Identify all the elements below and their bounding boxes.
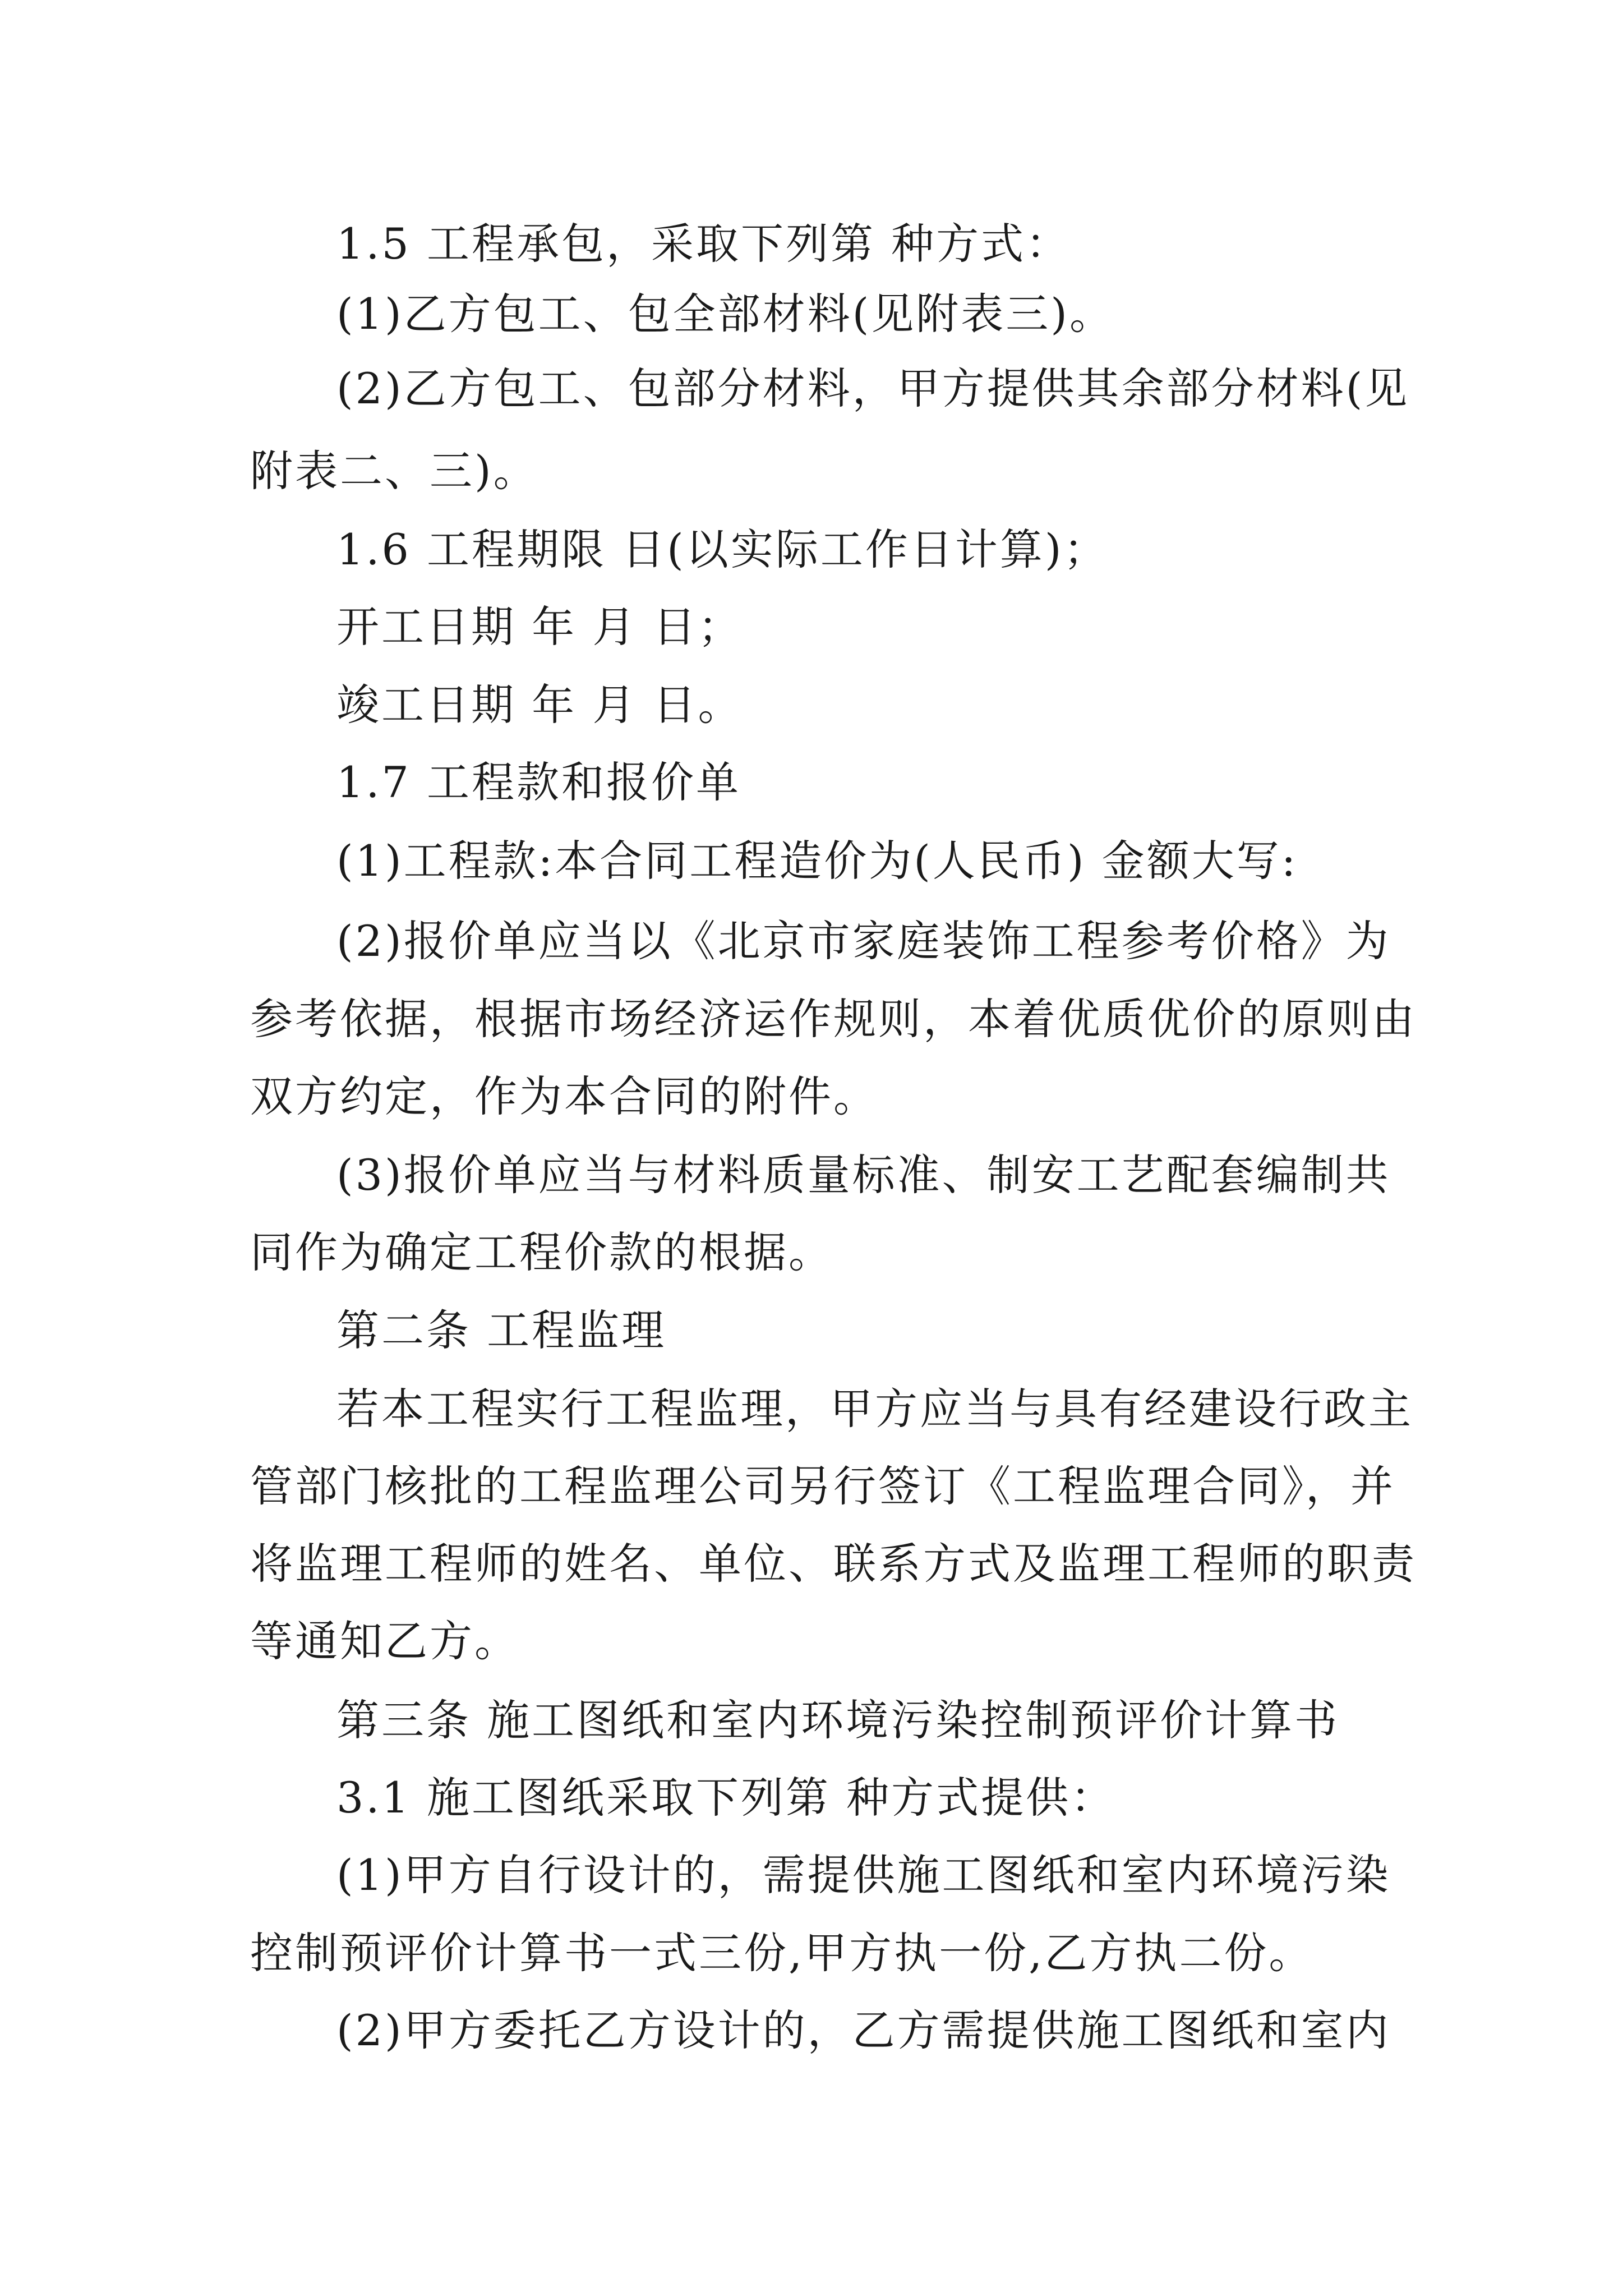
start-date-line: 开工日期 年 月 日； xyxy=(336,602,743,652)
article-2-heading: 第二条 工程监理 xyxy=(336,1305,667,1355)
completion-date-line: 竣工日期 年 月 日。 xyxy=(336,680,743,730)
clause-1-5-option-2-cont: 附表二、三)。 xyxy=(250,446,538,496)
article-2-body-2: 管部门核批的工程监理公司另行签订《工程监理合同》，并 xyxy=(250,1461,1395,1511)
clause-1-7-item-3: (3)报价单应当与材料质量标准、制安工艺配套编制共 xyxy=(336,1150,1391,1200)
article-2-body-4: 等通知乙方。 xyxy=(250,1616,519,1666)
clause-1-7-item-2-cont-2: 双方约定，作为本合同的附件。 xyxy=(250,1071,878,1121)
clause-1-5: 1.5 工程承包，采取下列第 种方式： xyxy=(336,219,1071,269)
clause-3-1-item-2: (2)甲方委托乙方设计的，乙方需提供施工图纸和室内 xyxy=(336,2005,1391,2055)
article-3-heading: 第三条 施工图纸和室内环境污染控制预评价计算书 xyxy=(336,1695,1340,1745)
clause-1-6: 1.6 工程期限 日(以实际工作日计算)； xyxy=(336,524,1109,574)
clause-1-5-option-2: (2)乙方包工、包部分材料，甲方提供其余部分材料(见 xyxy=(336,364,1410,413)
clause-1-7-item-1: (1)工程款:本合同工程造价为(人民币) 金额大写: xyxy=(336,836,1298,886)
clause-1-7-item-3-cont: 同作为确定工程价款的根据。 xyxy=(250,1227,833,1277)
article-2-body-1: 若本工程实行工程监理，甲方应当与具有经建设行政主 xyxy=(336,1384,1413,1434)
clause-1-5-option-1: (1)乙方包工、包全部材料(见附表三)。 xyxy=(336,289,1114,339)
article-2-body-3: 将监理工程师的姓名、单位、联系方式及监理工程师的职责 xyxy=(250,1539,1417,1589)
clause-1-7-heading: 1.7 工程款和报价单 xyxy=(336,757,741,807)
clause-3-1: 3.1 施工图纸采取下列第 种方式提供： xyxy=(336,1773,1116,1823)
clause-1-7-item-2: (2)报价单应当以《北京市家庭装饰工程参考价格》为 xyxy=(336,916,1391,966)
clause-1-7-item-2-cont-1: 参考依据，根据市场经济运作规则，本着优质优价的原则由 xyxy=(250,994,1417,1044)
clause-3-1-item-1-cont: 控制预评价计算书一式三份,甲方执一份,乙方执二份。 xyxy=(250,1928,1314,1978)
clause-3-1-item-1: (1)甲方自行设计的，需提供施工图纸和室内环境污染 xyxy=(336,1850,1391,1900)
